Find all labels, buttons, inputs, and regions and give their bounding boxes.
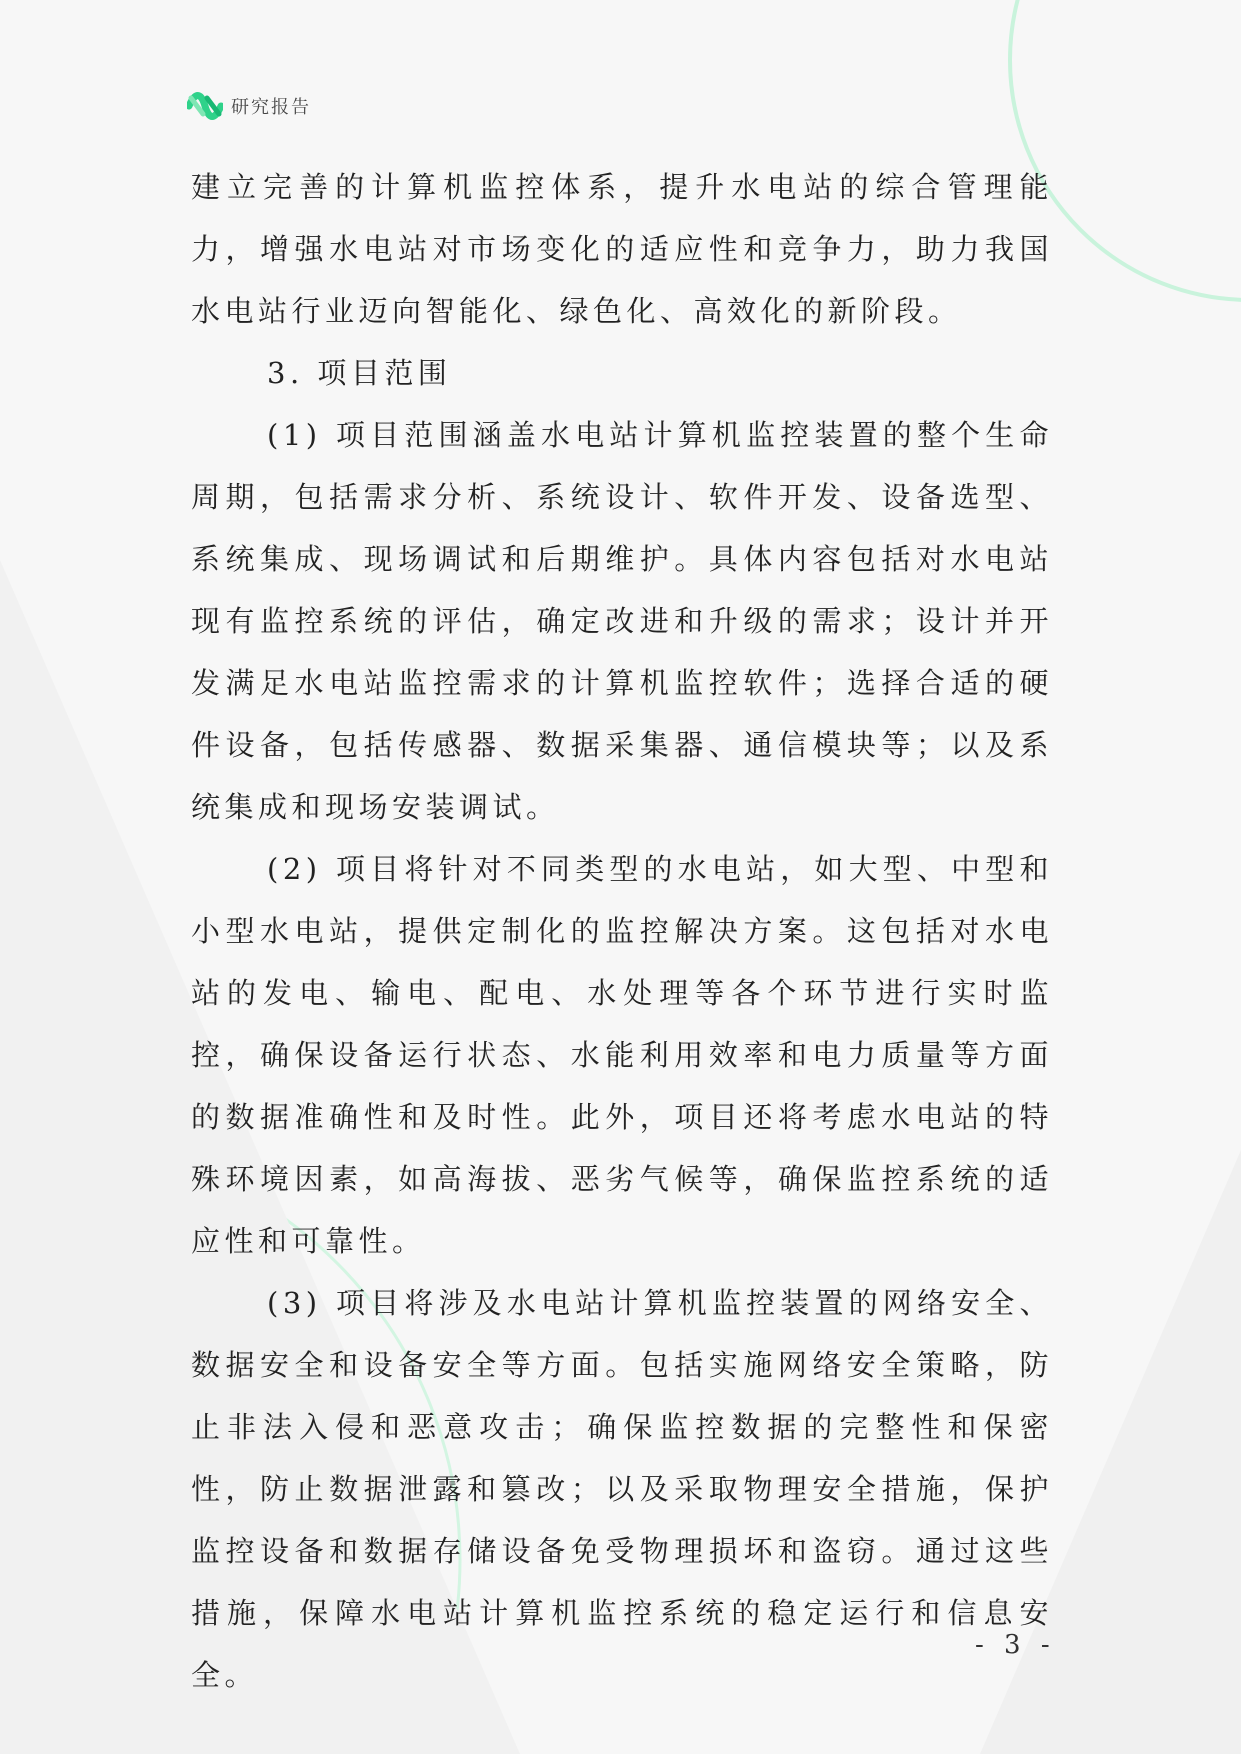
section-heading: 3. 项目范围 xyxy=(267,356,452,390)
paragraph-scope-1: (1) 项目范围涵盖水电站计算机监控装置的整个生命周期，包括需求分析、系统设计、软件开发、设备选型、系统集成、现场调试和后期维护。具体内容包括对水电站现有监控系统的评估，确定改进和升级的需求；设计并开发满足水电站监控需求的计算机监控软件；选择合适的硬件设备，包括传感器、数据采集器、通信模块等；以及系统集成和现场安装调试。 xyxy=(191,418,1053,824)
paragraph-scope-3: (3) 项目将涉及水电站计算机监控装置的网络安全、数据安全和设备安全等方面。包括实施网络安全策略，防止非法入侵和恶意攻击；确保监控数据的完整性和保密性，防止数据泄露和篡改；以及采取物理安全措施，保护监控设备和数据存储设备免受物理损坏和盗窃。通过这些措施，保障水电站计算机监控系统的稳定运行和信息安全。 xyxy=(191,1286,1053,1692)
report-logo-icon xyxy=(187,88,223,124)
paragraph-intro: 建立完善的计算机监控体系，提升水电站的综合管理能力，增强水电站对市场变化的适应性和竞争力，助力我国水电站行业迈向智能化、绿色化、高效化的新阶段。 xyxy=(191,170,1053,328)
report-header xyxy=(187,88,311,124)
paragraph-scope-2: (2) 项目将针对不同类型的水电站，如大型、中型和小型水电站，提供定制化的监控解决方案。这包括对水电站的发电、输电、配电、水处理等各个环节进行实时监控，确保设备运行状态、水能利用效率和电力质量等方面的数据准确性和及时性。此外，项目还将考虑水电站的特殊环境因素，如高海拔、恶劣气候等，确保监控系统的适应性和可靠性。 xyxy=(191,852,1053,1258)
document-body xyxy=(191,156,1053,1706)
report-title: 研究报告 xyxy=(231,97,311,118)
page-number: - 3 - xyxy=(975,1630,1056,1660)
